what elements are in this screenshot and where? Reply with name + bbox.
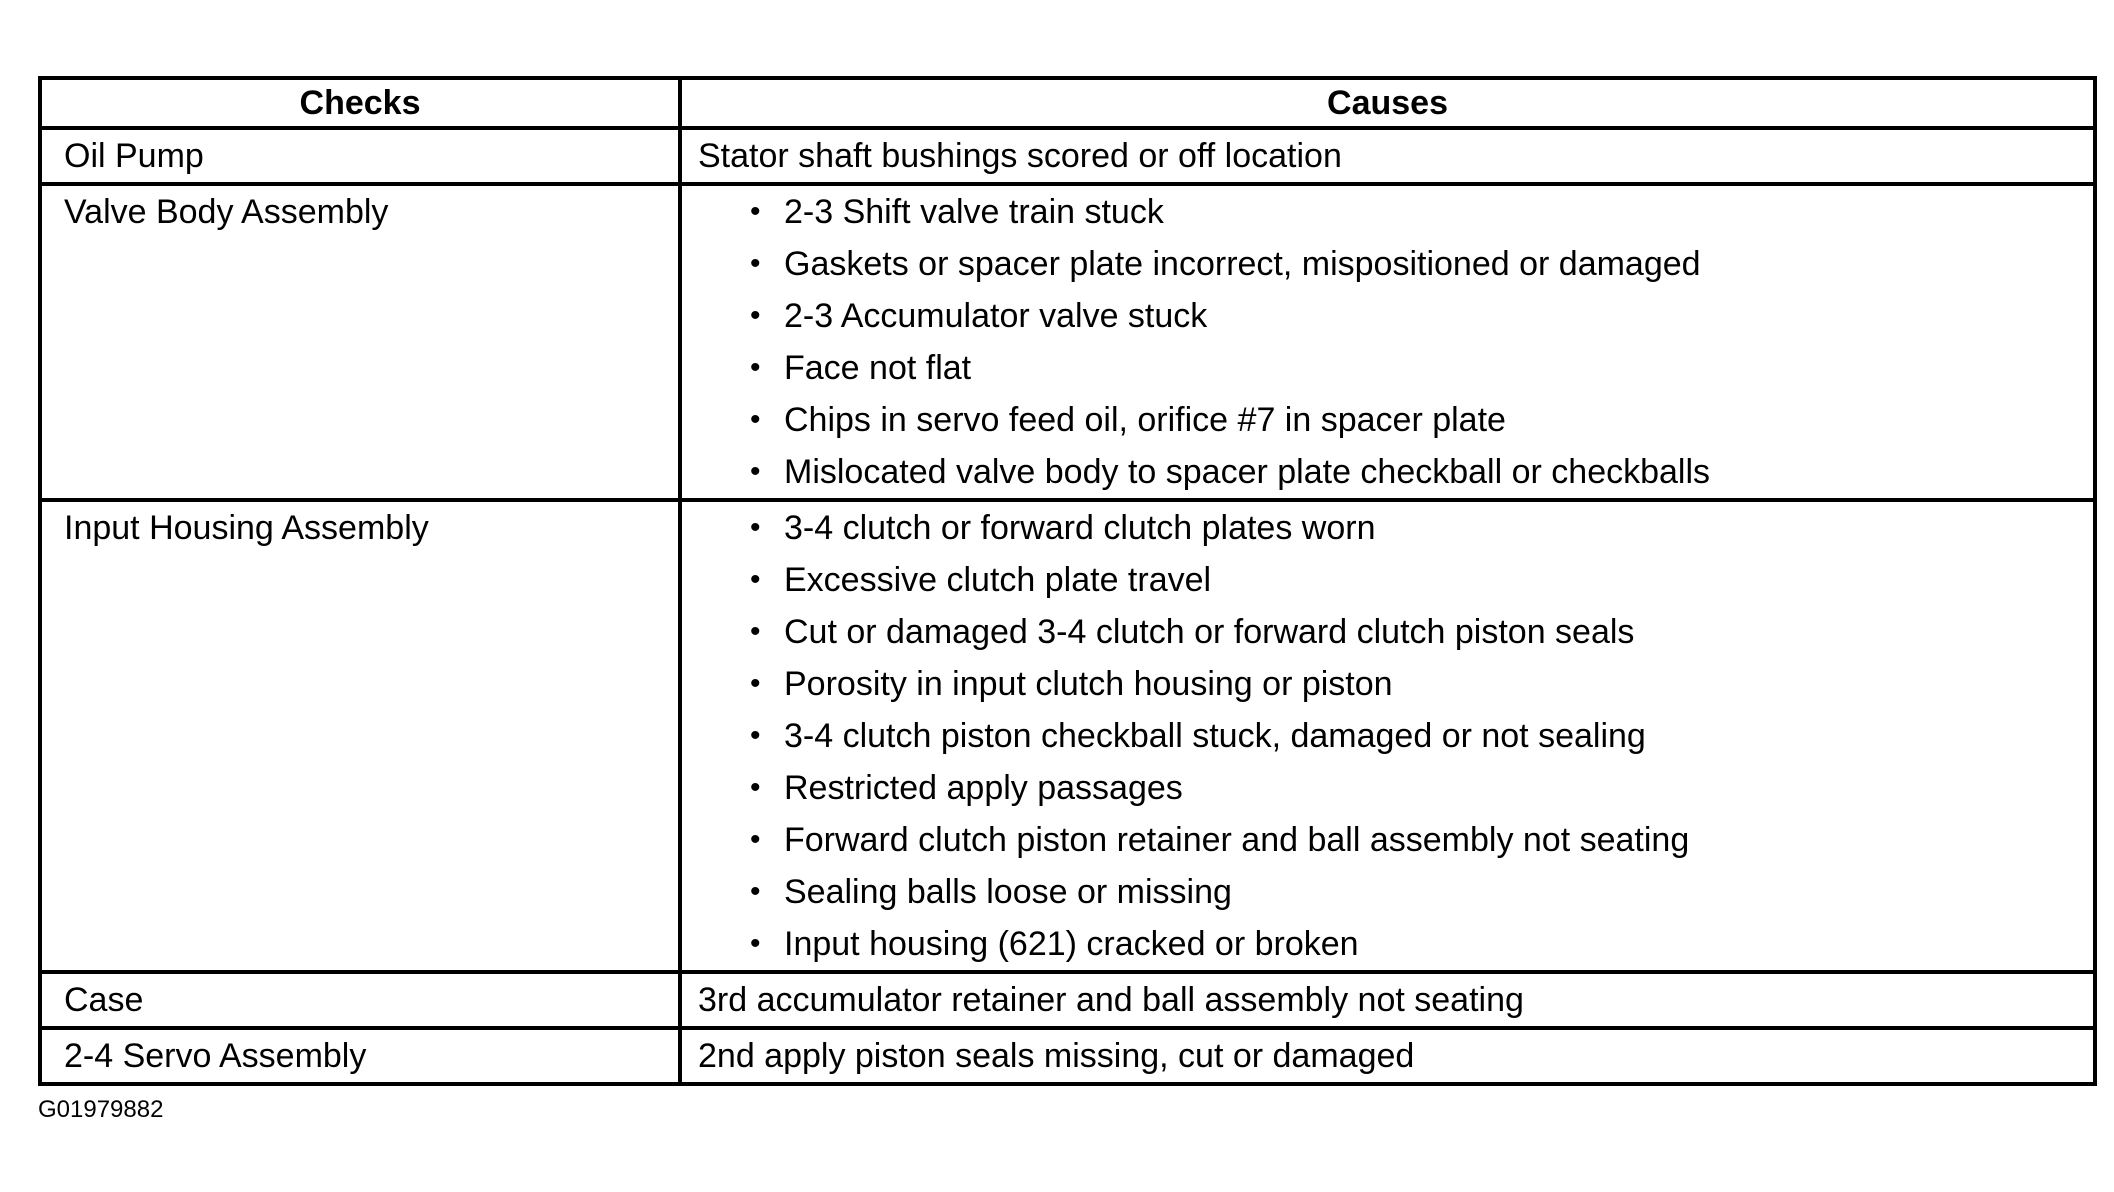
cause-text: Forward clutch piston retainer and ball assembly not seating [784, 821, 1690, 859]
table-row [40, 1028, 2095, 1084]
cause-list-item [750, 290, 2093, 342]
table-row [40, 128, 2095, 184]
check-cell: Input Housing Assembly [40, 500, 680, 972]
cause-text: Face not flat [784, 349, 972, 387]
cause-text: Gaskets or spacer plate incorrect, mispositioned or damaged [784, 245, 1701, 283]
table-row [40, 184, 2095, 500]
cause-cell [680, 500, 2095, 972]
cause-list-item [750, 342, 2093, 394]
table-body [40, 128, 2095, 1084]
cause-list-item [750, 606, 2093, 658]
cause-cell [680, 972, 2095, 1028]
cause-list-item [750, 186, 2093, 238]
bullet-icon: • [750, 875, 761, 908]
cause-text: Restricted apply passages [784, 769, 1183, 807]
cause-list-item [750, 446, 2093, 498]
cause-text: Porosity in input clutch housing or piston [784, 665, 1393, 703]
cause-text: 2-3 Accumulator valve stuck [784, 297, 1208, 335]
table-row [40, 972, 2095, 1028]
cause-list-item [750, 866, 2093, 918]
bullet-icon: • [750, 299, 761, 332]
cause-text: Cut or damaged 3-4 clutch or forward clutch piston seals [784, 613, 1635, 651]
cause-text: 3-4 clutch or forward clutch plates worn [784, 509, 1376, 547]
check-cell: Case [40, 972, 680, 1028]
cause-list-item [750, 710, 2093, 762]
bullet-icon: • [750, 927, 761, 960]
header-row [40, 78, 2095, 128]
cause-text: 3-4 clutch piston checkball stuck, damaged or not sealing [784, 717, 1646, 755]
cause-text: Excessive clutch plate travel [784, 561, 1212, 599]
cause-text: Sealing balls loose or missing [784, 873, 1232, 911]
cause-text: 2-3 Shift valve train stuck [784, 193, 1164, 231]
cause-list-item [750, 762, 2093, 814]
bullet-icon: • [750, 247, 761, 280]
bullet-icon: • [750, 455, 761, 488]
bullet-icon: • [750, 823, 761, 856]
bullet-icon: • [750, 351, 761, 384]
cause-list-item [750, 658, 2093, 710]
check-cell: Valve Body Assembly [40, 184, 680, 500]
check-cell: 2-4 Servo Assembly [40, 1028, 680, 1084]
cause-list-item [750, 502, 2093, 554]
figure-id: G01979882 [38, 1096, 164, 1123]
table-row [40, 500, 2095, 972]
bullet-icon: • [750, 615, 761, 648]
cause-list-item [750, 554, 2093, 606]
bullet-icon: • [750, 719, 761, 752]
cause-cell [680, 184, 2095, 500]
cause-text: 3rd accumulator retainer and ball assembly not seating [698, 981, 1524, 1019]
bullet-icon: • [750, 563, 761, 596]
bullet-icon: • [750, 403, 761, 436]
bullet-icon: • [750, 195, 761, 228]
cause-text: Input housing (621) cracked or broken [784, 925, 1359, 963]
cause-list [704, 502, 2093, 970]
bullet-icon: • [750, 771, 761, 804]
header-checks: Checks [40, 78, 680, 128]
cause-cell [680, 128, 2095, 184]
check-cell: Oil Pump [40, 128, 680, 184]
cause-text: Stator shaft bushings scored or off location [698, 137, 1342, 175]
checks-causes-table [38, 76, 2097, 1086]
cause-list-item [750, 814, 2093, 866]
bullet-icon: • [750, 667, 761, 700]
cause-text: Chips in servo feed oil, orifice #7 in spacer plate [784, 401, 1506, 439]
cause-list-item [750, 394, 2093, 446]
header-causes: Causes [680, 78, 2095, 128]
cause-text: Mislocated valve body to spacer plate checkball or checkballs [784, 453, 1711, 491]
cause-list [704, 186, 2093, 498]
cause-list-item [750, 238, 2093, 290]
cause-list-item [750, 918, 2093, 970]
cause-text: 2nd apply piston seals missing, cut or damaged [698, 1037, 1415, 1075]
bullet-icon: • [750, 511, 761, 544]
cause-cell [680, 1028, 2095, 1084]
